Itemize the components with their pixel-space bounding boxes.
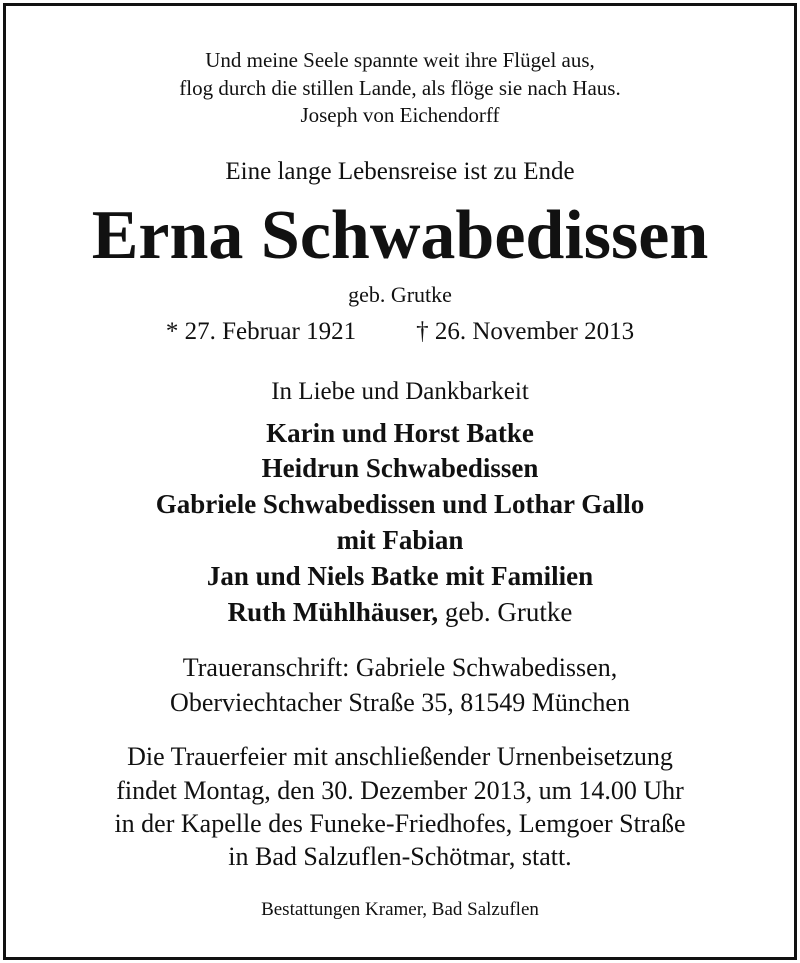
poem-author: Joseph von Eichendorff [300, 103, 500, 127]
mourner-line: Karin und Horst Batke [266, 418, 534, 448]
poem-line-1: Und meine Seele spannte weit ihre Flügel aus, [205, 48, 595, 72]
mourner-line-last [0, 597, 800, 628]
mourner-last-suffix: geb. Grutke [438, 597, 573, 627]
life-dates [0, 318, 800, 346]
undertaker: Bestattungen Kramer, Bad Salzuflen [261, 899, 539, 920]
mourner-line: Heidrun Schwabedissen [261, 453, 539, 483]
address-line-2: Oberviechtacher Straße 35, 81549 München [170, 688, 630, 717]
address-line-1: Traueranschrift: Gabriele Schwabedissen, [182, 653, 618, 682]
intro-text: Eine lange Lebensreise ist zu Ende [225, 158, 575, 185]
deceased-name: Erna Schwabedissen [91, 197, 709, 274]
ceremony-line-2: findet Montag, den 30. Dezember 2013, um 14.00 Uhr [116, 776, 684, 805]
mourner-line: mit Fabian [336, 525, 464, 555]
ceremony-line-1: Die Trauerfeier mit anschließender Urnenbeisetzung [127, 742, 673, 771]
death-date: † 26. November 2013 [416, 318, 635, 345]
birth-date: * 27. Februar 1921 [165, 318, 357, 345]
ceremony-line-4: in Bad Salzuflen-Schötmar, statt. [228, 842, 572, 871]
poem-line-2: flog durch die stillen Lande, als flöge sie nach Haus. [179, 76, 621, 100]
mourners-heading: In Liebe und Dankbarkeit [271, 378, 529, 405]
ceremony-line-3: in der Kapelle des Funeke-Friedhofes, Lemgoer Straße [114, 809, 686, 838]
birth-name: geb. Grutke [348, 282, 452, 307]
mourner-last-name: Ruth Mühlhäuser, [227, 597, 439, 627]
mourner-line: Gabriele Schwabedissen und Lothar Gallo [155, 489, 645, 519]
mourner-line: Jan und Niels Batke mit Familien [206, 561, 594, 591]
